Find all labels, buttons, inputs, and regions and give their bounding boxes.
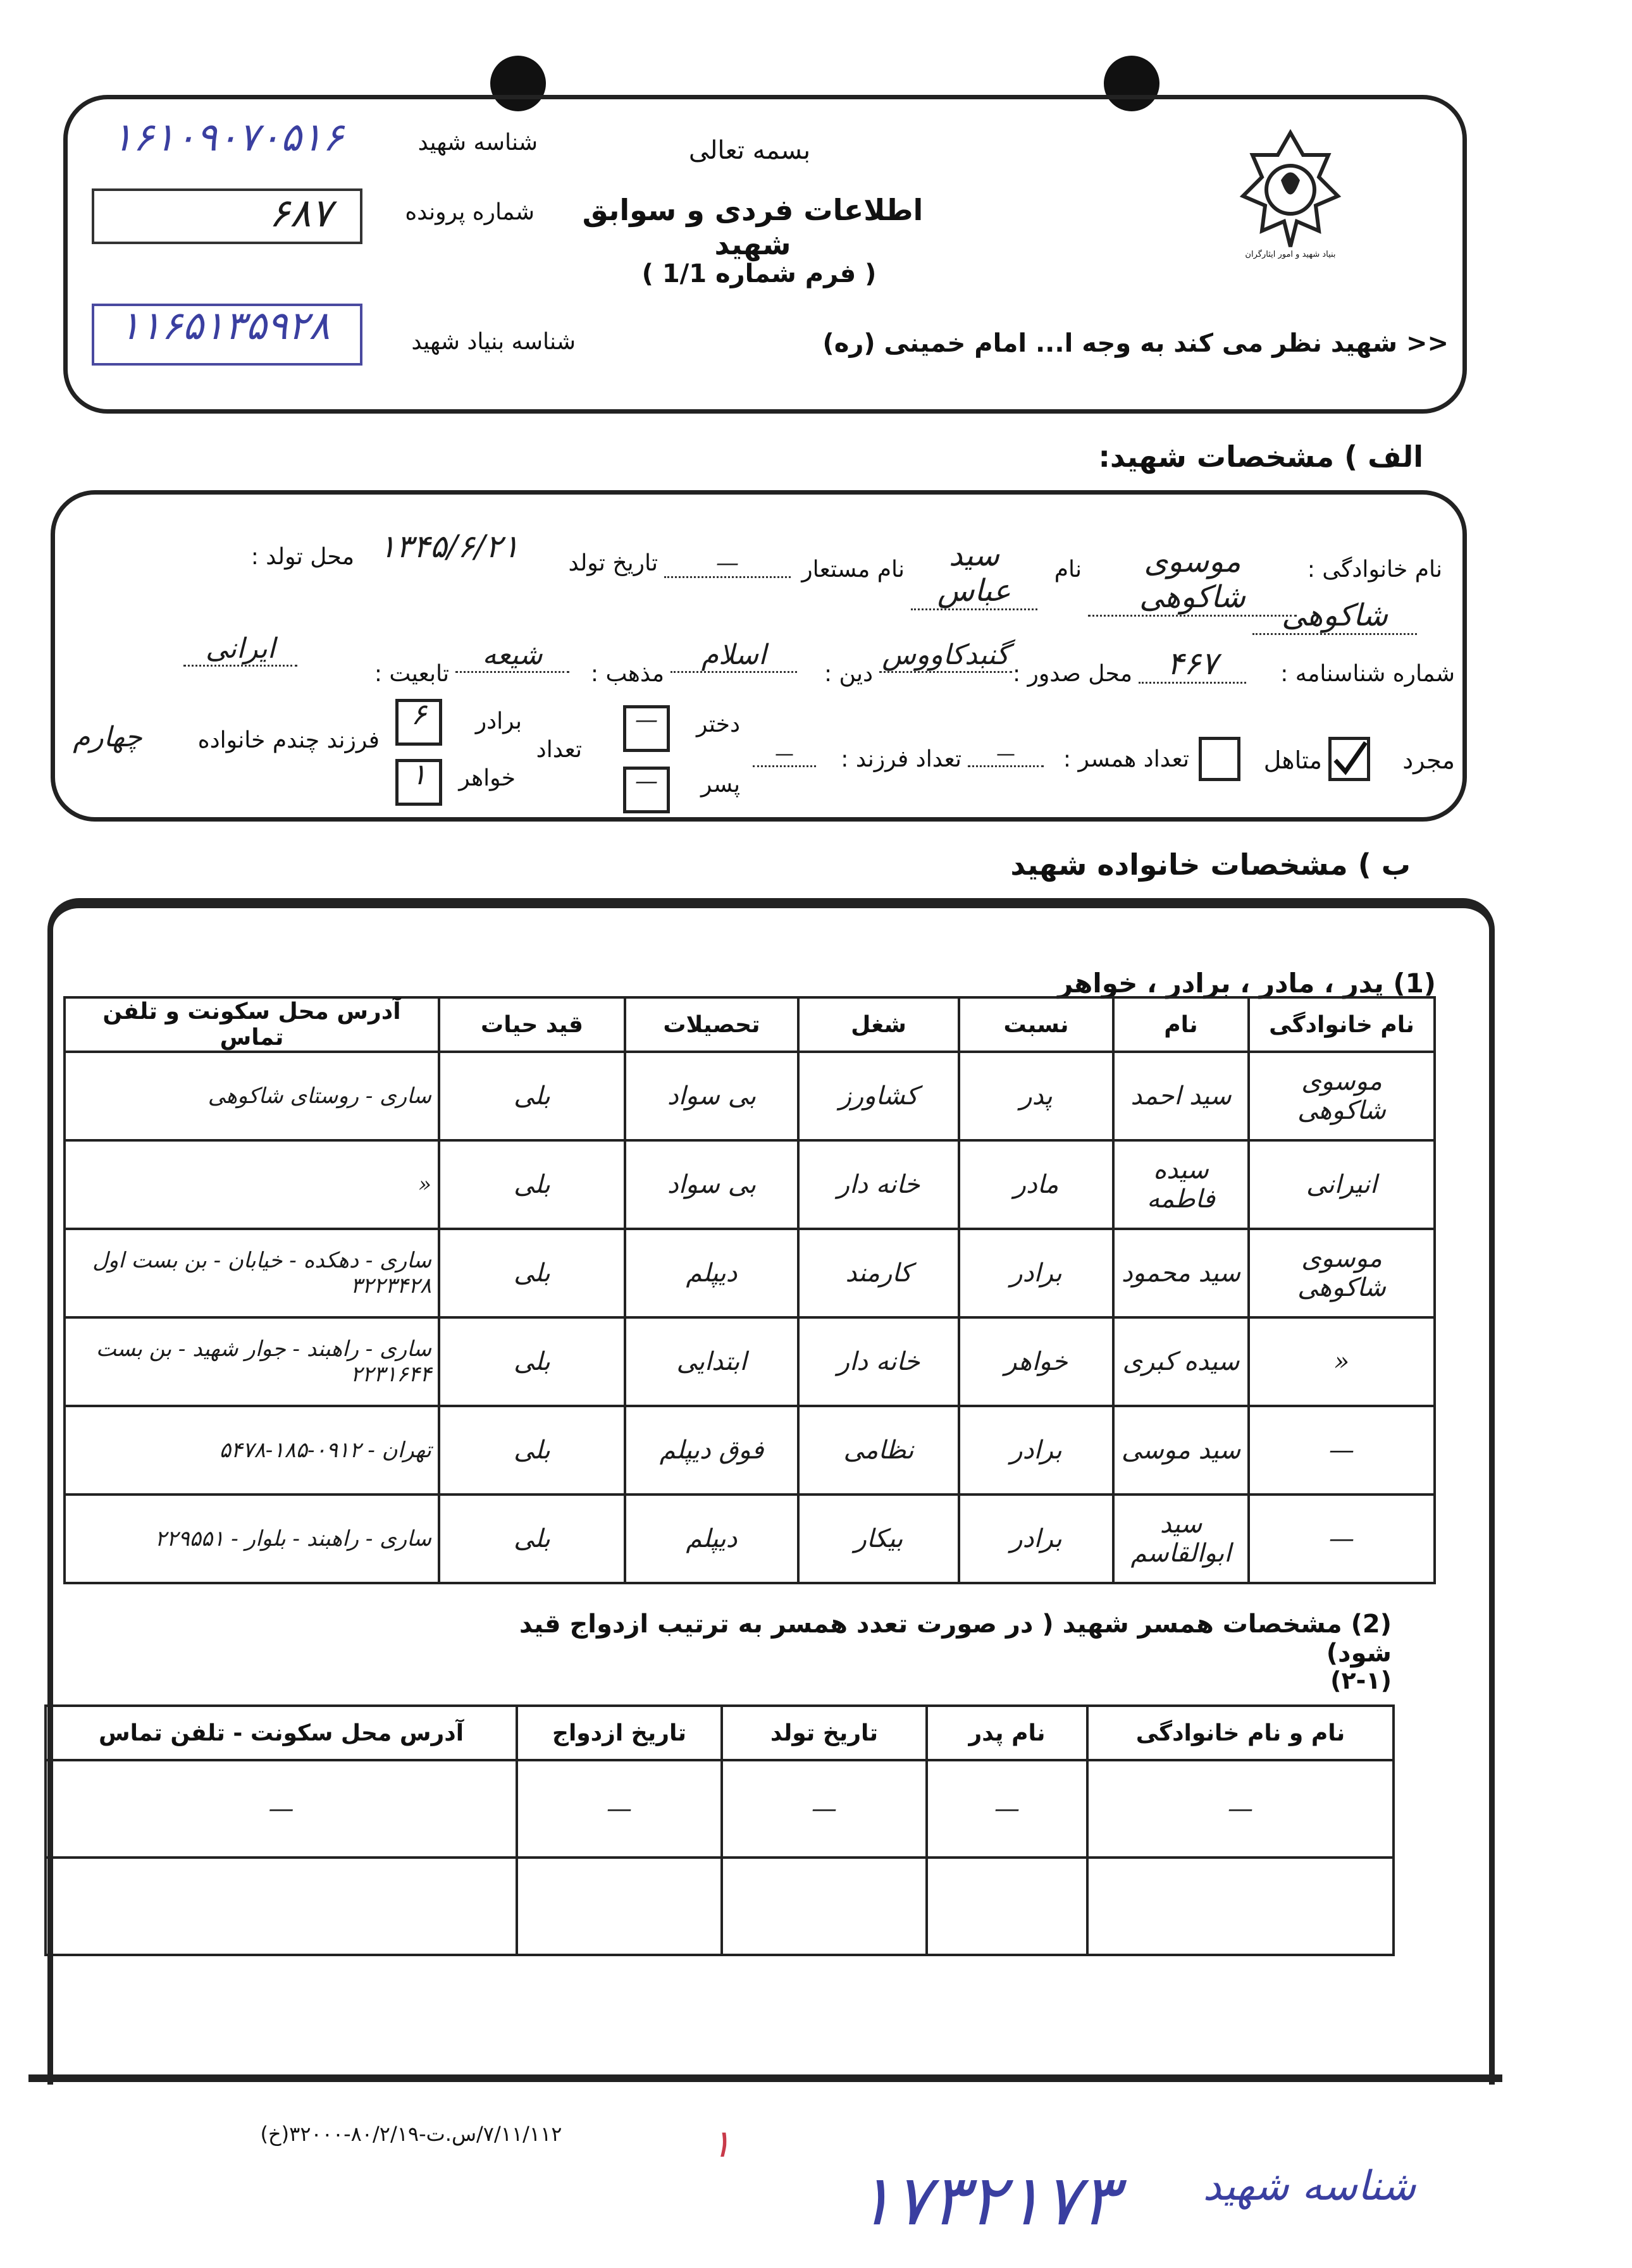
family-cell: بیکار — [798, 1495, 959, 1583]
col-family-name: نام خانوادگی — [1249, 997, 1435, 1052]
family-cell: موسوی شاکوهی — [1249, 1229, 1435, 1317]
spouse-cell: — — [46, 1760, 517, 1858]
table-row — [65, 1052, 1435, 1140]
family-cell: برادر — [959, 1495, 1113, 1583]
alias-value: — — [664, 550, 791, 578]
family-cell: دیپلم — [625, 1495, 798, 1583]
table-row — [46, 1858, 1394, 1955]
header-quote: << شهید نظر می کند به وجه ا... امام خمینی (ره) — [822, 329, 1449, 358]
spouses-count-value: — — [968, 743, 1044, 767]
family-cell: سید احمد — [1113, 1052, 1249, 1140]
family-cell: سید محمود — [1113, 1229, 1249, 1317]
family-cell: خانه دار — [798, 1140, 959, 1229]
col-education: تحصیلات — [625, 997, 798, 1052]
table-row — [65, 1229, 1435, 1317]
name-label: نام — [1054, 557, 1082, 582]
col-address: آدرس محل سکونت و تلفن تماس — [65, 997, 439, 1052]
children-count-label: تعداد فرزند : — [841, 746, 961, 772]
family-cell: ساری - راهبند - بلوار - ۲۲۹۵۵۱ — [65, 1495, 439, 1583]
col-relation: نسبت — [959, 997, 1113, 1052]
family-cell: بلی — [439, 1052, 625, 1140]
married-label: متاهل — [1263, 746, 1322, 774]
id-number-value: ۴۶۷ — [1139, 645, 1246, 684]
child-order-value: چهارم — [73, 721, 142, 753]
spouse-cell: — — [722, 1760, 927, 1858]
basmala: بسمه تعالی — [688, 136, 811, 165]
family-cell: کارمند — [798, 1229, 959, 1317]
family-cell: بی سواد — [625, 1140, 798, 1229]
married-checkbox[interactable] — [1199, 737, 1240, 781]
file-number-value: ۶۸۷ — [269, 190, 332, 236]
family-cell: « — [1249, 1317, 1435, 1406]
brother-value: ۶ — [411, 697, 427, 731]
family-cell: ساری - راهبند - جوار شهید - بن بست ۲۲۳۱۶۴۴ — [65, 1317, 439, 1406]
spouse-cell: — — [517, 1760, 722, 1858]
file-number-label: شماره پرونده — [405, 199, 535, 225]
spouse-table — [44, 1704, 1395, 1956]
archive-label: شناسه شهید — [1202, 2163, 1416, 2210]
sister-label: خواهر — [459, 765, 516, 791]
page-title: اطلاعات فردی و سوابق شهید — [582, 193, 924, 261]
nationality-label: تابعیت : — [374, 661, 449, 687]
daughter-label: دختر — [696, 712, 740, 737]
martyr-id-value: ۱۶۱۰۹۰۷۰۵۱۶ — [111, 114, 344, 160]
family-cell: بلی — [439, 1140, 625, 1229]
family-cell: تهران - ۰۹۱۲-۱۸۵-۵۴۷۸ — [65, 1406, 439, 1495]
religion-value: اسلام — [671, 639, 797, 673]
family-cell: بی سواد — [625, 1052, 798, 1140]
single-label: مجرد — [1402, 746, 1455, 774]
family-cell: خانه دار — [798, 1317, 959, 1406]
col-spouse-address: آدرس محل سکونت - تلفن تماس — [46, 1706, 517, 1760]
spouse-cell — [927, 1858, 1087, 1955]
martyr-id-label: شناسه شهید — [417, 130, 538, 156]
table-row — [65, 1495, 1435, 1583]
section-a-title: الف ) مشخصات شهید: — [1098, 440, 1423, 474]
family-cell: نظامی — [798, 1406, 959, 1495]
son-label: پسر — [701, 772, 740, 798]
family-cell: ساری - دهکده - خیابان - بن بست اول ۳۲۲۳۴۲۸ — [65, 1229, 439, 1317]
religion-label: دین : — [824, 661, 873, 687]
family-cell: انیرانی — [1249, 1140, 1435, 1229]
family-cell: فوق دیپلم — [625, 1406, 798, 1495]
son-value: — — [635, 768, 658, 794]
section-b-title: ب ) مشخصات خانواده شهید — [1010, 847, 1411, 882]
family-table-header — [65, 997, 1435, 1052]
daughter-value: — — [635, 707, 658, 733]
check-mark-icon — [1332, 740, 1367, 778]
spouse-cell — [1087, 1858, 1394, 1955]
child-order-label: فرزند چندم خانواده — [197, 727, 380, 753]
spouse-index: (۲-۱) — [1330, 1667, 1392, 1694]
family-cell: موسوی شاکوهی — [1249, 1052, 1435, 1140]
alias-label: نام مستعار — [801, 557, 905, 582]
family-cell: سید موسی — [1113, 1406, 1249, 1495]
sect-value: شیعه — [455, 639, 569, 673]
table-row — [65, 1406, 1435, 1495]
archive-number: ۱۷۳۲۱۷۳ — [856, 2160, 1118, 2241]
col-alive: قید حیات — [439, 997, 625, 1052]
spouse-subtitle: (2) مشخصات همسر شهید ( در صورت تعدد همسر به ترتیب ازدواج قید شود) — [519, 1610, 1392, 1668]
family-cell: ابتدایی — [625, 1317, 798, 1406]
col-spouse-name: نام و نام خانوادگی — [1087, 1706, 1394, 1760]
children-count-value: — — [753, 743, 816, 767]
form-number: ( فرم شماره 1/1 ) — [641, 259, 877, 288]
family-cell: بلی — [439, 1229, 625, 1317]
spouse-table-header — [46, 1706, 1394, 1760]
spouses-count-label: تعداد همسر : — [1063, 746, 1189, 772]
col-father-name: نام پدر — [927, 1706, 1087, 1760]
issue-place-value: گنبدکاووس — [879, 639, 1012, 673]
family-name-value: موسوی شاکوهی — [1088, 544, 1297, 617]
spouse-cell — [517, 1858, 722, 1955]
family-subtitle: (1) پدر ، مادر ، برادر ، خواهر — [1058, 968, 1436, 999]
foundation-id-label: شناسه بنیاد شهید — [411, 329, 576, 355]
id-number-label: شماره شناسنامه : — [1280, 661, 1455, 687]
birth-place-label: محل تولد : — [250, 544, 354, 570]
spouse-cell: — — [927, 1760, 1087, 1858]
family-cell: سیده فاطمه — [1113, 1140, 1249, 1229]
issue-place-label: محل صدور : — [1012, 661, 1132, 687]
page-mark: ۱ — [710, 2122, 732, 2166]
table-row — [65, 1140, 1435, 1229]
print-code: ۷/۱۱/۱۱۲/س.ت-۸۰/۲/۱۹-۳۲۰۰۰(خ) — [260, 2122, 562, 2146]
brother-label: برادر — [475, 708, 522, 734]
section-b-bottom-rule — [28, 2074, 1502, 2082]
family-cell: برادر — [959, 1229, 1113, 1317]
family-cell: سید ابوالقاسم — [1113, 1495, 1249, 1583]
family-cell: ساری - روستای شاکوهی — [65, 1052, 439, 1140]
logo-caption: بنیاد شهید و امور ایثارگران — [1245, 250, 1336, 259]
family-name-label: نام خانوادگی : — [1307, 557, 1442, 582]
name-value: سید عباس — [911, 538, 1037, 610]
col-name: نام — [1113, 997, 1249, 1052]
sister-value: ۱ — [411, 757, 427, 791]
foundation-logo-icon — [1230, 126, 1351, 266]
family-cell: پدر — [959, 1052, 1113, 1140]
family-cell: — — [1249, 1495, 1435, 1583]
sect-label: مذهب : — [590, 661, 664, 687]
family-cell: سیده کبری — [1113, 1317, 1249, 1406]
family-cell: برادر — [959, 1406, 1113, 1495]
family-cell: — — [1249, 1406, 1435, 1495]
foundation-id-value: ۱۱۶۵۱۳۵۹۲۸ — [119, 302, 330, 348]
family-cell: خواهر — [959, 1317, 1113, 1406]
foundation-logo — [1230, 126, 1351, 266]
nationality-value: ایرانی — [183, 632, 297, 667]
single-checkbox[interactable] — [1328, 737, 1370, 781]
col-birth-date: تاریخ تولد — [722, 1706, 927, 1760]
birth-place-value: شاکوهی — [1252, 598, 1417, 635]
spouse-cell — [722, 1858, 927, 1955]
family-cell: بلی — [439, 1495, 625, 1583]
birth-date-label: تاریخ تولد — [568, 550, 658, 576]
table-row — [65, 1317, 1435, 1406]
spouse-cell — [46, 1858, 517, 1955]
table-row — [46, 1760, 1394, 1858]
spouse-cell: — — [1087, 1760, 1394, 1858]
family-cell: « — [65, 1140, 439, 1229]
col-marriage-date: تاریخ ازدواج — [517, 1706, 722, 1760]
family-cell: دیپلم — [625, 1229, 798, 1317]
birth-date-value: ۱۳۴۵/۶/۲۱ — [379, 528, 519, 565]
family-cell: بلی — [439, 1406, 625, 1495]
family-cell: بلی — [439, 1317, 625, 1406]
family-cell: کشاورز — [798, 1052, 959, 1140]
col-job: شغل — [798, 997, 959, 1052]
family-table — [63, 996, 1436, 1584]
count-label: تعداد — [536, 737, 582, 763]
family-cell: مادر — [959, 1140, 1113, 1229]
